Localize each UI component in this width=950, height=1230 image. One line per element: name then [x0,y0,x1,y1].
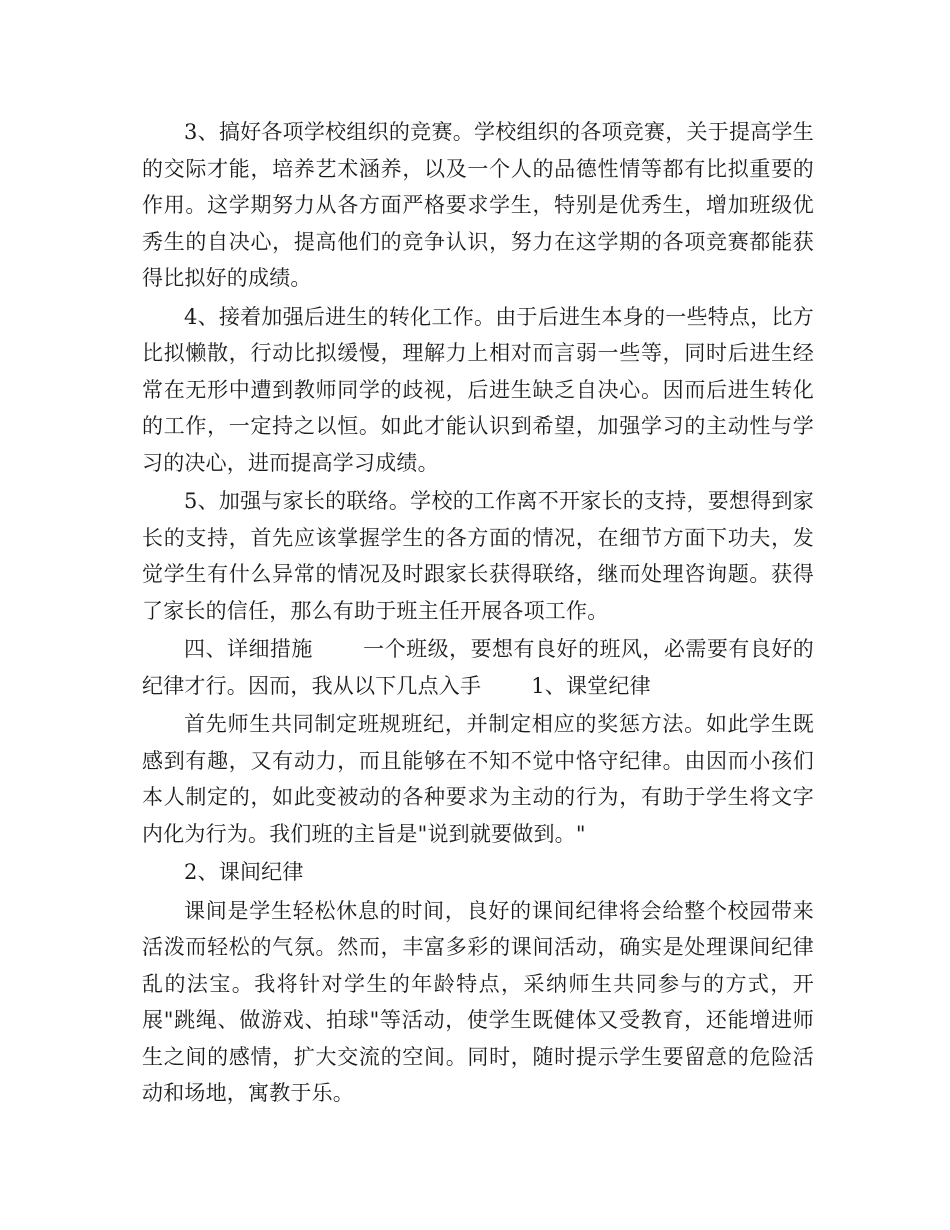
paragraph-section-four [142,631,814,704]
recess-discipline-heading: 2、课间纪律 [184,860,304,884]
paragraph-parents: 5、加强与家长的联络。学校的工作离不开家长的支持，要想得到家长的支持，首先应该掌握学生的各方面的情况，在细节方面下功夫，发觉学生有什么异常的情况及时跟家长获得联络，继而处理咨询题。获得了家长的信任，那么有助于班主任开展各项工作。 [142,489,814,623]
paragraph-competition: 3、搞好各项学校组织的竞赛。学校组织的各项竞赛，关于提高学生的交际才能，培养艺术涵养，以及一个人的品德性情等都有比拟重要的作用。这学期努力从各方面严格要求学生，特别是优秀生，增加班级优秀生的自决心，提高他们的竞争认识，努力在这学期的各项竞赛都能获得比拟好的成绩。 [142,120,814,290]
section-four-heading: 四、详细措施 [184,637,313,661]
paragraph-class-rules: 首先师生共同制定班规班纪，并制定相应的奖惩方法。如此学生既感到有趣，又有动力，而且能够在不知不觉中恪守纪律。由因而小孩们本人制定的，如此变被动的各种要求为主动的行为，有助于学生将文字内化为行为。我们班的主旨是"说到就要做到。" [142,712,814,846]
paragraph-recess: 课间是学生轻松休息的时间，良好的课间纪律将会给整个校园带来活泼而轻松的气氛。然而，丰富多彩的课间活动，确实是处理课间纪律乱的法宝。我将针对学生的年龄特点，采纳师生共同参与的方式，开展"跳绳、做游戏、拍球"等活动，使学生既健体又受教育，还能增进师生之间的感情，扩大交流的空间。同时，随时提示学生要留意的危险活动和场地，寓教于乐。 [142,898,814,1105]
classroom-discipline-heading: 1、课堂纪律 [531,673,651,698]
section-four-intro: 一个班级，要想有良好的班风，必需要有良好的纪律才行。因而，我从以下几点入手 [142,637,814,698]
paragraph-underachievers: 4、接着加强后进生的转化工作。由于后进生本身的一些特点，比方比拟懒散，行动比拟缓慢，理解力上相对而言弱一些等，同时后进生经常在无形中遭到教师同学的歧视，后进生缺乏自决心。因而后进生转化的工作，一定持之以恒。如此才能认识到希望，加强学习的主动性与学习的决心，进而提高学习成绩。 [142,304,814,475]
document-body [142,114,814,1114]
